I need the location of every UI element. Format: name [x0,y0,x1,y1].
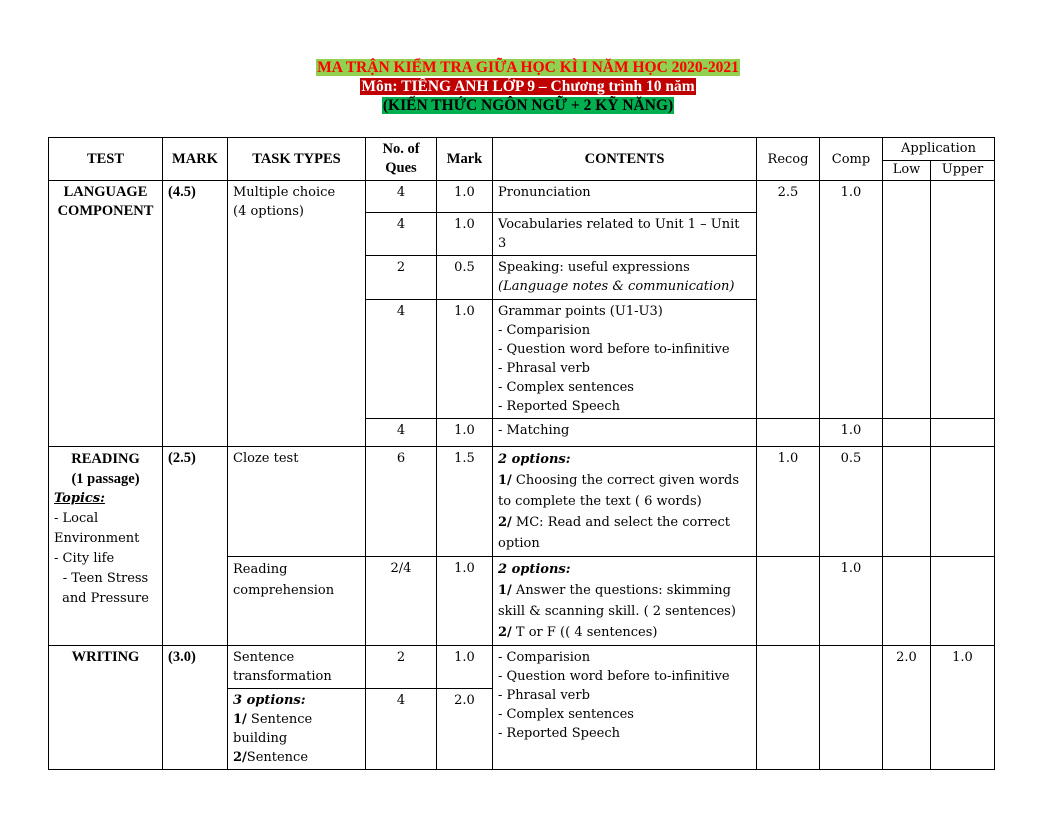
table-cell-comp: 0.5 [820,447,883,557]
title-line-3: (KIẾN THỨC NGÔN NGỮ + 2 KỸ NĂNG) [382,97,674,114]
header-contents: CONTENTS [493,138,757,181]
table-cell-upper [931,447,995,557]
reading-row-1 [49,447,995,557]
language-row-1 [49,181,995,213]
document-title [0,58,1056,115]
table-cell-comp: 1.0 [820,557,883,646]
table-cell-low [883,557,931,646]
table-cell-content: 2 options: 1/ Answer the questions: skimming skill & scanning skill. ( 2 sentences) 2/ T or F (( 4 sentences) [493,557,757,646]
test-matrix-table [48,137,995,770]
table-cell-mark: 1.0 [437,213,493,256]
table-cell-mark: 1.0 [437,419,493,447]
table-cell-ques: 4 [366,300,437,419]
table-cell-upper [931,419,995,447]
header-recog: Recog [757,138,820,181]
table-cell-mark: 0.5 [437,256,493,300]
header-application: Application [883,138,995,161]
header-upper: Upper [931,160,995,180]
table-cell-task: Cloze test [228,447,366,557]
table-cell-comp: 1.0 [820,419,883,447]
table-cell-content: Speaking: useful expressions (Language notes & communication) [493,256,757,300]
table-cell-ques: 4 [366,689,437,770]
table-cell-mark: 1.0 [437,300,493,419]
writing-recog [757,646,820,770]
table-cell-content: - Matching [493,419,757,447]
header-mark: MARK [163,138,228,181]
table-cell-low [883,447,931,557]
language-task-type: Multiple choice (4 options) [228,181,366,447]
writing-mark: (3.0) [163,646,228,770]
header-mark-2: Mark [437,138,493,181]
language-recog: 2.5 [757,181,820,419]
table-cell-mark: 1.5 [437,447,493,557]
table-cell-ques: 6 [366,447,437,557]
table-cell-low [883,419,931,447]
writing-contents: - Comparision - Question word before to-infinitive - Phrasal verb - Complex sentences - Reported Speech [493,646,757,770]
writing-test-cell: WRITING [49,646,163,770]
header-no-of-ques: No. of Ques [366,138,437,181]
table-cell-recog: 1.0 [757,447,820,557]
table-cell-content: 2 options: 1/ Choosing the correct given words to complete the text ( 6 words) 2/ MC: Read and select the correct option [493,447,757,557]
table-cell-mark: 1.0 [437,181,493,213]
table-cell-ques: 4 [366,213,437,256]
reading-mark: (2.5) [163,447,228,646]
table-cell-content: Vocabularies related to Unit 1 – Unit 3 [493,213,757,256]
table-cell-content: Grammar points (U1-U3) - Comparision - Question word before to-infinitive - Phrasal verb - Complex sentences - Reported Speech [493,300,757,419]
table-cell-task: Reading comprehension [228,557,366,646]
table-cell-ques: 2/4 [366,557,437,646]
language-comp: 1.0 [820,181,883,419]
language-upper [931,181,995,419]
language-mark: (4.5) [163,181,228,447]
language-test-cell: LANGUAGE COMPONENT [49,181,163,447]
table-cell-mark: 1.0 [437,646,493,689]
writing-low: 2.0 [883,646,931,770]
table-cell-ques: 2 [366,256,437,300]
title-line-2: Môn: TIẾNG ANH LỚP 9 – Chương trình 10 năm [361,78,695,95]
table-cell-mark: 2.0 [437,689,493,770]
language-low [883,181,931,419]
table-cell-upper [931,557,995,646]
header-test: TEST [49,138,163,181]
reading-test-cell: READING (1 passage) Topics: - Local Environment - City life - Teen Stress and Pressure [49,447,163,646]
table-cell-task: Sentence transformation [228,646,366,689]
table-cell-ques: 2 [366,646,437,689]
table-cell-mark: 1.0 [437,557,493,646]
writing-comp [820,646,883,770]
table-cell-recog [757,419,820,447]
writing-upper: 1.0 [931,646,995,770]
table-cell-ques: 4 [366,181,437,213]
table-cell-content: Pronunciation [493,181,757,213]
table-cell-task: 3 options: 1/ Sentence building 2/Sentence [228,689,366,770]
table-cell-ques: 4 [366,419,437,447]
writing-row-1 [49,646,995,689]
header-row [49,138,995,161]
table-cell-recog [757,557,820,646]
header-task-types: TASK TYPES [228,138,366,181]
header-low: Low [883,160,931,180]
header-comp: Comp [820,138,883,181]
title-line-1: MA TRẬN KIỂM TRA GIỮA HỌC KÌ I NĂM HỌC 2020-2021 [317,59,739,76]
